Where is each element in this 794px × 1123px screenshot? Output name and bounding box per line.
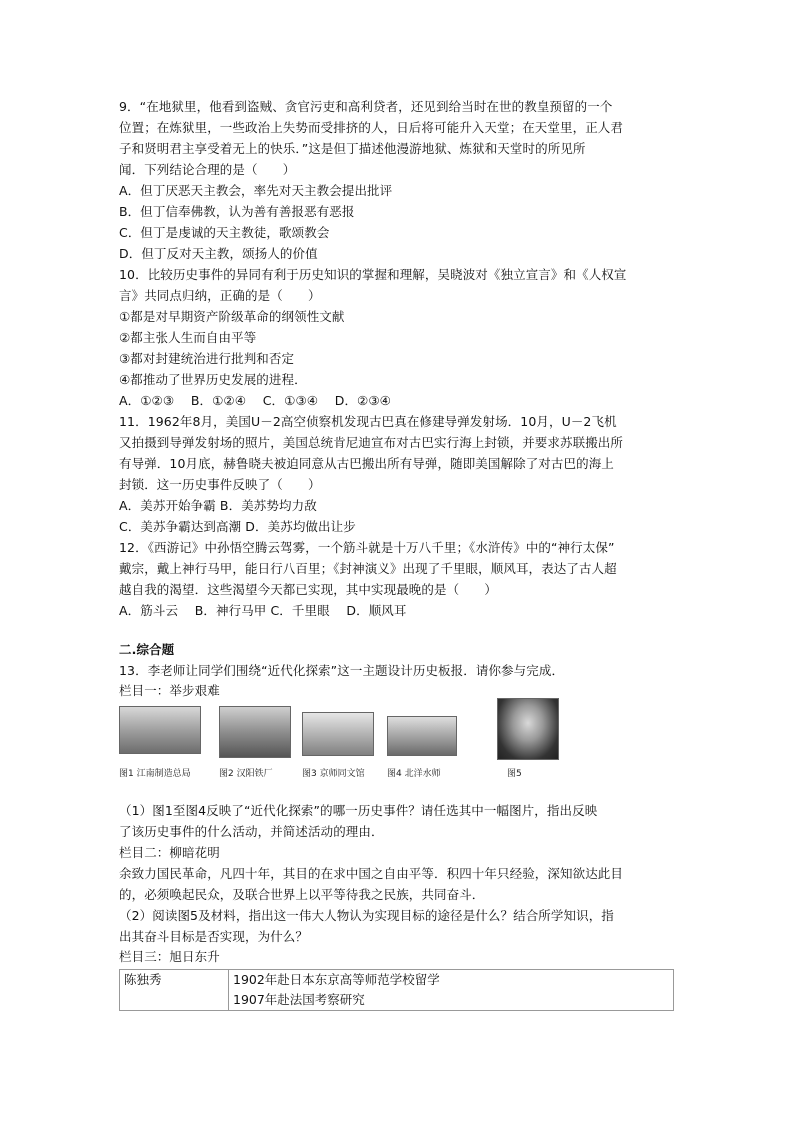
q11-options-ab: A．美苏开始争霸 B．美苏势均力敌 [119,498,317,513]
q12-options: A．筋斗云 B．神行马甲 C．千里眼 D．顺风耳 [119,603,407,618]
q9-line-4: 闻．下列结论合理的是（ ） [119,162,296,177]
q10-options: A．①②③ B．①②④ C．①③④ D．②③④ [119,393,391,408]
figure-1-caption: 图1 江南制造总局 [119,769,191,779]
figure-2-image [219,706,291,758]
q12-line-2: 戴宗，戴上神行马甲，能日行八百里；《封神演义》出现了千里眼，顺风耳，表达了古人超 [119,561,617,576]
table-row [120,970,674,991]
q13-part2-line-2: 出其奋斗目标是否实现，为什么？ [119,929,309,944]
q10-item-2: ②都主张人生而自由平等 [119,330,257,345]
q9-line-2: 位置；在炼狱里，一些政治上失势而受排挤的人，日后将可能升入天堂；在天堂里，正人君 [119,120,624,135]
q12-line-1: 12．《西游记》中孙悟空腾云驾雾，一个筋斗就是十万八千里；《水浒传》中的“神行太保” [119,540,615,555]
info-table [119,969,674,1011]
figure-row [119,703,559,785]
table-event-2: 1907年赴法国考察研究 [229,990,674,1011]
figure-2-caption: 图2 汉阳铁厂 [219,769,273,779]
figure-3-image [302,712,374,756]
figure-4-image [387,716,457,756]
q13-part2-line-1: （2）阅读图5及材料，指出这一伟大人物认为实现目标的途径是什么？结合所学知识，指 [119,908,614,923]
quote-line-1: 余致力国民革命，凡四十年，其目的在求中国之自由平等．积四十年只经验，深知欲达此目 [119,866,624,881]
q11-line-4: 封锁．这一历史事件反映了（ ） [119,477,321,492]
figure-4-caption: 图4 北洋水师 [387,769,441,779]
q10-item-1: ①都是对早期资产阶级革命的纲领性文献 [119,309,345,324]
figure-1-image [119,706,201,754]
column-1-title: 栏目一：举步艰难 [119,683,220,698]
figure-3-caption: 图3 京师同文馆 [302,769,365,779]
q10-item-4: ④都推动了世界历史发展的进程． [119,372,307,387]
table-event-1: 1902年赴日本东京高等师范学校留学 [229,970,674,991]
q9-line-3: 子和贤明君主享受着无上的快乐．”这是但丁描述他漫游地狱、炼狱和天堂时的所见所 [119,141,586,156]
q9-option-d: D．但丁反对天主教，颂扬人的价值 [119,246,318,261]
q10-line-1: 10．比较历史事件的异同有利于历史知识的掌握和理解，吴晓波对《独立宣言》和《人权宣 [119,267,627,282]
q9-option-a: A．但丁厌恶天主教会，率先对天主教会提出批评 [119,183,393,198]
quote-line-2: 的，必须唤起民众，及联合世界上以平等待我之民族，共同奋斗． [119,887,485,902]
column-2-title: 栏目二：柳暗花明 [119,845,220,860]
q11-line-1: 11．1962年8月，美国U－2高空侦察机发现古巴真在修建导弹发射场．10月，U－2飞机 [119,414,617,429]
q12-line-3: 越自我的渴望．这些渴望今天都已实现，其中实现最晚的是（ ） [119,582,498,597]
column-3-title: 栏目三：旭日东升 [119,949,220,964]
q10-line-2: 言》共同点归纳，正确的是（ ） [119,288,321,303]
figure-5-caption: 图5 [507,769,522,779]
q9-option-b: B．但丁信奉佛教，认为善有善报恶有恶报 [119,204,355,219]
q9-option-c: C．但丁是虔诚的天主教徒，歌颂教会 [119,225,330,240]
table-name-cell: 陈独秀 [120,970,229,1011]
q11-options-cd: C．美苏争霸达到高潮 D．美苏均做出让步 [119,519,356,534]
figure-5-image [497,698,559,760]
q11-line-3: 有导弹．10月底，赫鲁晓夫被迫同意从古巴搬出所有导弹，随即美国解除了对古巴的海上 [119,456,614,471]
q13-part1-line-2: 了该历史事件的什么活动，并简述活动的理由． [119,824,384,839]
q10-item-3: ③都对封建统治进行批判和否定 [119,351,295,366]
q13-intro: 13．李老师让同学们围绕“近代化探索”这一主题设计历史板报．请你参与完成． [119,663,565,678]
section-heading: 二.综合题 [119,642,175,657]
q13-part1-line-1: （1）图1至图4反映了“近代化探索”的哪一历史事件？请任选其中一幅图片，指出反映 [119,803,598,818]
q11-line-2: 又拍摄到导弹发射场的照片，美国总统肯尼迪宣布对古巴实行海上封锁，并要求苏联搬出所 [119,435,624,450]
q9-line-1: 9．“在地狱里，他看到盗贼、贪官污吏和高利贷者，还见到给当时在世的教皇预留的一个 [119,99,613,114]
